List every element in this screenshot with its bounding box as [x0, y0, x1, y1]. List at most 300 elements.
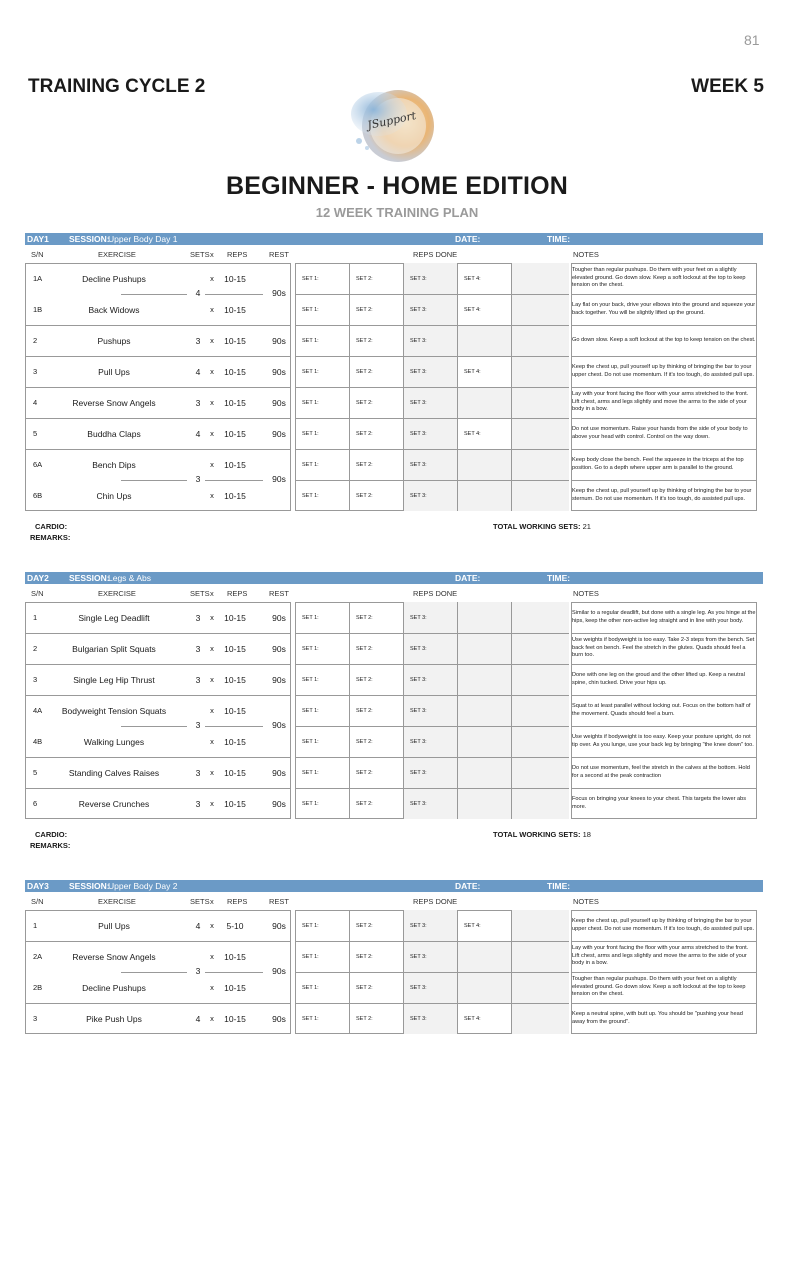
- set-5-field[interactable]: [512, 263, 569, 294]
- row-divider: [25, 941, 291, 942]
- set-1-field[interactable]: SET 1:: [296, 788, 350, 819]
- set-2-field[interactable]: SET 2:: [350, 972, 404, 1003]
- x-header: x: [210, 589, 214, 598]
- row-note: Do not use momentum, feel the stretch in the calves at the bottom. Hold for a second at the peak contraction: [572, 765, 750, 779]
- row-sn: 6: [33, 799, 38, 808]
- set-3-field[interactable]: SET 3:: [404, 695, 458, 726]
- total-sets-label: TOTAL WORKING SETS:: [493, 522, 581, 531]
- row-note: Focus on bringing your knees to your chest. This targets the lower abs more.: [572, 796, 747, 810]
- set-1-field[interactable]: SET 1:: [296, 695, 350, 726]
- row-note: Tougher than regular pushups. Do them with your feet on a slightly elevated ground. Go down slow. Keep a soft lockout at the top to keep tension on the chest.: [572, 267, 746, 289]
- group-divider: [121, 972, 187, 973]
- row-rest: 90s: [272, 798, 286, 809]
- set-4-field[interactable]: [458, 788, 512, 819]
- set-3-field[interactable]: SET 3:: [404, 263, 458, 294]
- row-rest: 90s: [272, 767, 286, 778]
- session-value: Upper Body Day 2: [108, 881, 178, 891]
- set-3-field[interactable]: SET 3:: [404, 294, 458, 325]
- row-reps: 10-15: [224, 490, 246, 501]
- set-2-field[interactable]: SET 2:: [350, 418, 404, 449]
- row-divider: [25, 418, 291, 419]
- row-divider: [25, 788, 291, 789]
- row-sets: 4: [195, 366, 201, 377]
- row-sn: 6B: [33, 491, 43, 500]
- group-rest: 90s: [272, 966, 286, 976]
- set-3-field[interactable]: SET 3:: [404, 757, 458, 788]
- row-rest: 90s: [272, 335, 286, 346]
- row-rest: 90s: [272, 366, 286, 377]
- row-divider: [571, 941, 757, 942]
- day-header-bar: [25, 233, 763, 245]
- group-rest: 90s: [272, 720, 286, 730]
- set-1-field[interactable]: SET 1:: [296, 294, 350, 325]
- set-2-field[interactable]: SET 2:: [350, 325, 404, 356]
- row-reps: 10-15: [224, 798, 246, 809]
- row-rest: 90s: [272, 674, 286, 685]
- row-sn: 1: [33, 613, 38, 622]
- row-sn: 3: [33, 367, 38, 376]
- set-5-field[interactable]: [512, 757, 569, 788]
- row-reps: 10-15: [224, 366, 246, 377]
- row-divider: [295, 695, 569, 696]
- row-divider: [295, 1003, 569, 1004]
- set-4-field[interactable]: [458, 633, 512, 664]
- set-2-field[interactable]: SET 2:: [350, 480, 404, 511]
- set-3-field[interactable]: SET 3:: [404, 449, 458, 480]
- row-note: Do not use momentum. Raise your hands from the side of your body to above your head with control. Control on the way down.: [572, 426, 748, 440]
- row-divider: [571, 418, 757, 419]
- date-label: DATE:: [455, 573, 481, 583]
- row-divider: [571, 633, 757, 634]
- set-1-field[interactable]: SET 1:: [296, 664, 350, 695]
- row-x: x: [210, 983, 214, 992]
- exercise-row: [25, 788, 763, 819]
- row-note: Keep a neutral spine, with butt up. You should be "pushing your head away from the ground".: [572, 1011, 743, 1025]
- set-5-field[interactable]: [512, 356, 569, 387]
- rest-header: REST: [269, 897, 290, 906]
- set-1-field[interactable]: SET 1:: [296, 941, 350, 972]
- set-5-field[interactable]: [512, 664, 569, 695]
- x-header: x: [210, 897, 214, 906]
- set-2-field[interactable]: SET 2:: [350, 1003, 404, 1034]
- sets-header: SETS: [190, 250, 210, 259]
- set-5-field[interactable]: [512, 602, 569, 633]
- set-3-field[interactable]: SET 3:: [404, 480, 458, 511]
- row-reps: 10-15: [224, 674, 246, 685]
- set-3-field[interactable]: SET 3:: [404, 788, 458, 819]
- set-3-field[interactable]: SET 3:: [404, 1003, 458, 1034]
- total-sets: [493, 522, 591, 531]
- row-sn: 4: [33, 398, 38, 407]
- page-title: BEGINNER - HOME EDITION: [225, 172, 569, 200]
- day-header-bar: [25, 880, 763, 892]
- row-divider: [25, 757, 291, 758]
- set-2-field[interactable]: SET 2:: [350, 633, 404, 664]
- set-1-field[interactable]: SET 1:: [296, 325, 350, 356]
- row-x: x: [210, 491, 214, 500]
- row-x: x: [210, 398, 214, 407]
- reps-done-header: REPS DONE: [413, 589, 458, 598]
- row-sets: 4: [195, 1013, 201, 1024]
- set-5-field[interactable]: [512, 972, 569, 1003]
- set-4-field[interactable]: [458, 664, 512, 695]
- row-divider: [25, 387, 291, 388]
- row-sets: 3: [195, 798, 201, 809]
- set-1-field[interactable]: SET 1:: [296, 910, 350, 941]
- row-exercise: Pull Ups: [98, 920, 130, 931]
- row-note: Lay with your front facing the floor with your arms stretched to the front. Lift chest, arms and legs slightly and move the arms to the side of your body in a bow.: [572, 945, 749, 967]
- row-reps: 10-15: [224, 273, 246, 284]
- row-divider: [571, 294, 757, 295]
- set-3-field[interactable]: SET 3:: [404, 726, 458, 757]
- set-3-field[interactable]: SET 3:: [404, 633, 458, 664]
- page-subtitle: 12 WEEK TRAINING PLAN: [315, 205, 479, 220]
- row-exercise: Decline Pushups: [82, 982, 146, 993]
- row-rest: 90s: [272, 920, 286, 931]
- row-sets: 3: [195, 767, 201, 778]
- set-1-field[interactable]: SET 1:: [296, 602, 350, 633]
- set-4-field[interactable]: [458, 757, 512, 788]
- row-exercise: Reverse Snow Angels: [72, 951, 156, 962]
- set-4-field[interactable]: [458, 325, 512, 356]
- row-exercise: Bulgarian Split Squats: [72, 643, 156, 654]
- set-2-field[interactable]: SET 2:: [350, 695, 404, 726]
- row-rest: 90s: [272, 397, 286, 408]
- set-1-field[interactable]: SET 1:: [296, 726, 350, 757]
- exercise-row: [25, 910, 763, 941]
- set-2-field[interactable]: SET 2:: [350, 387, 404, 418]
- row-note: Use weights if bodyweight is too easy. Keep your posture upright, do not tip over. As you lunge, use your back leg by bringing "the knee down" too.: [572, 734, 754, 748]
- row-sets: 3: [195, 397, 201, 408]
- row-x: x: [210, 799, 214, 808]
- exercise-row: [25, 325, 763, 356]
- row-sn: 1: [33, 921, 38, 930]
- set-2-field[interactable]: SET 2:: [350, 757, 404, 788]
- row-divider: [25, 1003, 291, 1004]
- row-exercise: Back Widows: [88, 304, 140, 315]
- row-x: x: [210, 460, 214, 469]
- table-header: [25, 584, 763, 602]
- exercise-header: EXERCISE: [98, 589, 136, 598]
- date-label: DATE:: [455, 881, 481, 891]
- row-exercise: Chin Ups: [96, 490, 132, 501]
- row-divider: [25, 633, 291, 634]
- row-sn: 6A: [33, 460, 43, 469]
- row-x: x: [210, 274, 214, 283]
- row-sets: 3: [195, 612, 201, 623]
- session-label: SESSION:: [69, 234, 110, 244]
- cardio-label: CARDIO:: [35, 830, 68, 839]
- row-divider: [571, 757, 757, 758]
- set-3-field[interactable]: SET 3:: [404, 910, 458, 941]
- row-rest: 90s: [272, 643, 286, 654]
- set-1-field[interactable]: SET 1:: [296, 972, 350, 1003]
- x-header: x: [210, 250, 214, 259]
- row-sn: 2: [33, 644, 38, 653]
- row-reps: 10-15: [224, 397, 246, 408]
- exercise-row: [25, 664, 763, 695]
- set-2-field[interactable]: SET 2:: [350, 910, 404, 941]
- row-divider: [295, 325, 569, 326]
- set-3-field[interactable]: SET 3:: [404, 602, 458, 633]
- group-divider: [205, 726, 263, 727]
- set-2-field[interactable]: SET 2:: [350, 941, 404, 972]
- set-5-field[interactable]: [512, 449, 569, 480]
- set-2-field[interactable]: SET 2:: [350, 788, 404, 819]
- set-5-field[interactable]: [512, 294, 569, 325]
- set-4-field[interactable]: [458, 972, 512, 1003]
- row-x: x: [210, 952, 214, 961]
- row-sn: 1B: [33, 305, 43, 314]
- row-reps: 10-15: [224, 705, 246, 716]
- exercise-row: [25, 263, 763, 294]
- exercise-row: [25, 695, 763, 726]
- row-exercise: Buddha Claps: [87, 428, 141, 439]
- row-note: Similar to a regular deadlift, but done with a single leg. As you hinge at the hips, keep the other non-active leg straight and in line with your body.: [572, 610, 756, 624]
- total-sets: [493, 830, 591, 839]
- session-value: Legs & Abs: [108, 573, 152, 583]
- time-label: TIME:: [547, 573, 571, 583]
- exercise-header: EXERCISE: [98, 897, 136, 906]
- notes-header: NOTES: [573, 589, 599, 598]
- time-label: TIME:: [547, 881, 571, 891]
- session-value: Upper Body Day 1: [108, 234, 178, 244]
- set-4-field[interactable]: [458, 480, 512, 511]
- set-1-field[interactable]: SET 1:: [296, 387, 350, 418]
- set-3-field[interactable]: SET 3:: [404, 387, 458, 418]
- row-exercise: Reverse Snow Angels: [72, 397, 156, 408]
- total-sets-value: 18: [582, 830, 591, 839]
- row-x: x: [210, 737, 214, 746]
- row-exercise: Standing Calves Raises: [68, 767, 160, 778]
- row-x: x: [210, 768, 214, 777]
- row-sn: 4B: [33, 737, 43, 746]
- set-4-field[interactable]: SET 4:: [458, 356, 512, 387]
- row-divider: [25, 449, 291, 450]
- row-divider: [295, 941, 569, 942]
- row-x: x: [210, 336, 214, 345]
- cardio-label: CARDIO:: [35, 522, 68, 531]
- set-5-field[interactable]: [512, 941, 569, 972]
- row-sets: 3: [195, 674, 201, 685]
- row-note: Keep the chest up, pull yourself up by thinking of bringing the bar to your upper chest. Do not use momentum. If it's too tough, do assisted pull ups.: [572, 918, 755, 932]
- group-divider: [205, 480, 263, 481]
- row-rest: 90s: [272, 1013, 286, 1024]
- exercise-row: [25, 972, 763, 1003]
- page-number: 81: [744, 32, 760, 48]
- row-sn: 5: [33, 768, 38, 777]
- set-2-field[interactable]: SET 2:: [350, 664, 404, 695]
- row-divider: [295, 356, 569, 357]
- row-x: x: [210, 921, 214, 930]
- row-divider: [295, 449, 569, 450]
- set-3-field[interactable]: SET 3:: [404, 664, 458, 695]
- row-sn: 2B: [33, 983, 43, 992]
- row-sets: 3: [195, 643, 201, 654]
- row-x: x: [210, 613, 214, 622]
- set-5-field[interactable]: [512, 788, 569, 819]
- set-4-field[interactable]: [458, 695, 512, 726]
- row-divider: [25, 664, 291, 665]
- cycle-heading: TRAINING CYCLE 2: [28, 76, 206, 97]
- day-section: [25, 880, 763, 1064]
- set-4-field[interactable]: SET 4:: [458, 418, 512, 449]
- row-exercise: Walking Lunges: [83, 736, 145, 747]
- set-5-field[interactable]: [512, 726, 569, 757]
- row-sn: 3: [33, 675, 38, 684]
- set-5-field[interactable]: [512, 325, 569, 356]
- sn-header: S/N: [31, 250, 44, 259]
- row-reps: 10-15: [224, 612, 246, 623]
- exercise-row: [25, 757, 763, 788]
- exercise-row: [25, 602, 763, 633]
- row-reps: 10-15: [224, 767, 246, 778]
- set-5-field[interactable]: [512, 695, 569, 726]
- day-label: DAY2: [27, 573, 49, 583]
- set-5-field[interactable]: [512, 418, 569, 449]
- set-2-field[interactable]: SET 2:: [350, 294, 404, 325]
- set-2-field[interactable]: SET 2:: [350, 263, 404, 294]
- set-1-field[interactable]: SET 1:: [296, 1003, 350, 1034]
- set-1-field[interactable]: SET 1:: [296, 356, 350, 387]
- notes-header: NOTES: [573, 897, 599, 906]
- set-4-field[interactable]: SET 4:: [458, 910, 512, 941]
- set-5-field[interactable]: [512, 1003, 569, 1034]
- row-note: Tougher than regular pushups. Do them with your feet on a slightly elevated ground. Go down slow. Keep a soft lockout at the top to keep tension on the chest.: [572, 976, 746, 998]
- set-2-field[interactable]: SET 2:: [350, 602, 404, 633]
- exercise-row: [25, 726, 763, 757]
- group-sets: 3: [195, 474, 201, 484]
- row-divider: [295, 972, 569, 973]
- row-exercise: Pull Ups: [98, 366, 130, 377]
- row-exercise: Reverse Crunches: [78, 798, 150, 809]
- row-exercise: Decline Pushups: [82, 273, 146, 284]
- row-reps: 10-15: [224, 643, 246, 654]
- row-divider: [295, 633, 569, 634]
- day-label: DAY3: [27, 881, 49, 891]
- set-2-field[interactable]: SET 2:: [350, 726, 404, 757]
- row-reps: 10-15: [224, 951, 246, 962]
- set-1-field[interactable]: SET 1:: [296, 633, 350, 664]
- exercise-header: EXERCISE: [98, 250, 136, 259]
- total-sets-value: 21: [582, 522, 591, 531]
- row-exercise: Single Leg Deadlift: [78, 612, 150, 623]
- remarks-label: REMARKS:: [30, 533, 71, 542]
- row-sets: 3: [195, 335, 201, 346]
- row-divider: [571, 788, 757, 789]
- exercise-row: [25, 941, 763, 972]
- row-sets: 4: [195, 920, 201, 931]
- row-divider: [295, 664, 569, 665]
- row-sn: 2: [33, 336, 38, 345]
- set-3-field[interactable]: SET 3:: [404, 418, 458, 449]
- brand-logo: [345, 86, 439, 164]
- set-4-field[interactable]: [458, 602, 512, 633]
- row-divider: [571, 972, 757, 973]
- row-divider: [571, 387, 757, 388]
- set-2-field[interactable]: SET 2:: [350, 356, 404, 387]
- set-5-field[interactable]: [512, 910, 569, 941]
- row-note: Lay with your front facing the floor with your arms stretched to the front. Lift chest, arms and legs slightly and move the arms to the side of your body in a bow.: [572, 391, 749, 413]
- set-1-field[interactable]: SET 1:: [296, 449, 350, 480]
- sn-header: S/N: [31, 897, 44, 906]
- reps-header: REPS: [227, 589, 248, 598]
- reps-done-header: REPS DONE: [413, 897, 458, 906]
- set-5-field[interactable]: [512, 633, 569, 664]
- row-note: Lay flat on your back, drive your elbows into the ground and squeeze your back together. You will be slightly lifted up the ground.: [572, 302, 756, 316]
- day-section: [25, 233, 763, 541]
- set-1-field[interactable]: SET 1:: [296, 418, 350, 449]
- row-reps: 10-15: [224, 335, 246, 346]
- set-4-field[interactable]: [458, 941, 512, 972]
- reps-header: REPS: [227, 897, 248, 906]
- row-divider: [571, 480, 757, 481]
- row-divider: [571, 356, 757, 357]
- date-label: DATE:: [455, 234, 481, 244]
- reps-done-header: REPS DONE: [413, 250, 458, 259]
- row-note: Keep body close the bench. Feel the squeeze in the triceps at the top position. Go to a depth where upper arm is parallel to the ground.: [572, 457, 744, 471]
- set-3-field[interactable]: SET 3:: [404, 325, 458, 356]
- set-4-field[interactable]: SET 4:: [458, 263, 512, 294]
- day-header-bar: [25, 572, 763, 584]
- row-divider: [295, 788, 569, 789]
- group-divider: [205, 294, 263, 295]
- set-4-field[interactable]: SET 4:: [458, 294, 512, 325]
- rest-header: REST: [269, 250, 290, 259]
- row-divider: [25, 695, 291, 696]
- group-rest: 90s: [272, 474, 286, 484]
- day-section: [25, 572, 763, 849]
- row-exercise: Single Leg Hip Thrust: [73, 674, 155, 685]
- set-3-field[interactable]: SET 3:: [404, 356, 458, 387]
- row-divider: [571, 664, 757, 665]
- set-1-field[interactable]: SET 1:: [296, 263, 350, 294]
- row-divider: [571, 449, 757, 450]
- set-3-field[interactable]: SET 3:: [404, 972, 458, 1003]
- row-divider: [295, 726, 569, 727]
- row-divider: [295, 757, 569, 758]
- set-3-field[interactable]: SET 3:: [404, 941, 458, 972]
- exercise-row: [25, 418, 763, 449]
- row-reps: 5-10: [226, 920, 244, 931]
- row-exercise: Bodyweight Tension Squats: [61, 705, 167, 716]
- row-x: x: [210, 429, 214, 438]
- set-4-field[interactable]: SET 4:: [458, 1003, 512, 1034]
- row-note: Keep the chest up, pull yourself up by thinking of bringing the bar to your upper chest. Do not use momentum. If it's too tough, do assisted pull ups.: [572, 364, 755, 378]
- row-reps: 10-15: [224, 304, 246, 315]
- group-sets: 4: [195, 288, 201, 298]
- set-5-field[interactable]: [512, 387, 569, 418]
- notes-header: NOTES: [573, 250, 599, 259]
- row-note: Squat to at least parallel without locking out. Focus on the bottom half of the movement. Quads should feel a burn.: [572, 703, 751, 717]
- sets-header: SETS: [190, 897, 210, 906]
- row-sn: 1A: [33, 274, 43, 283]
- row-x: x: [210, 367, 214, 376]
- set-1-field[interactable]: SET 1:: [296, 480, 350, 511]
- set-4-field[interactable]: [458, 387, 512, 418]
- set-5-field[interactable]: [512, 480, 569, 511]
- set-4-field[interactable]: [458, 449, 512, 480]
- row-rest: 90s: [272, 428, 286, 439]
- row-reps: 10-15: [224, 459, 246, 470]
- group-divider: [121, 726, 187, 727]
- set-1-field[interactable]: SET 1:: [296, 757, 350, 788]
- set-2-field[interactable]: SET 2:: [350, 449, 404, 480]
- total-sets-label: TOTAL WORKING SETS:: [493, 830, 581, 839]
- exercise-row: [25, 449, 763, 480]
- row-x: x: [210, 706, 214, 715]
- set-4-field[interactable]: [458, 726, 512, 757]
